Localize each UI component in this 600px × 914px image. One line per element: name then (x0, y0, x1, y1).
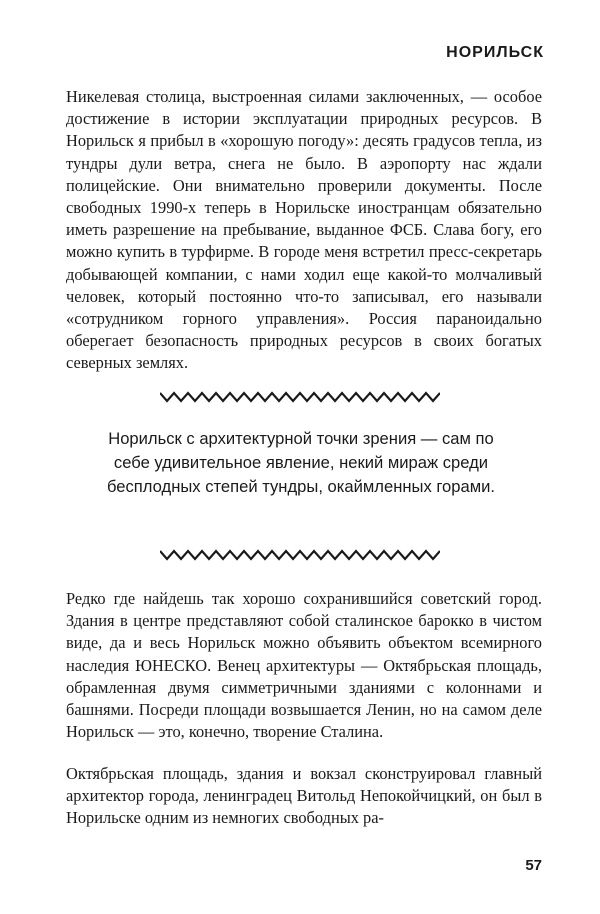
paragraph-2: Редко где найдешь так хорошо сохранившийся советский город. Здания в центре представляют собой сталинское барокко в чистом виде, да и весь Норильск можно объявить объектом всемирного наследия ЮНЕСКО. Венец архитектуры — Октябрьская площадь, обрамленная двумя симметричными зданиями с колоннами и башнями. Посреди площади возвышается Ленин, но на самом деле Норильск — это, конечно, творение Сталина. (66, 589, 542, 742)
paragraph-3: Октябрьская площадь, здания и вокзал сконструировал главный архитектор города, ленинградец Витольд Непокойчицкий, он был в Норильске одним из немногих свободных ра- (66, 764, 542, 828)
zigzag-divider-bottom (160, 547, 440, 563)
running-header: НОРИЛЬСК (446, 44, 544, 61)
paragraph-1: Никелевая столица, выстроенная силами заключенных, — особое достижение в истории эксплуатации природных ресурсов. В Норильск я прибыл в «хорошую погоду»: десять градусов тепла, из тундры дули ветра, снега не было. В аэропорту нас ждали полицейские. Они внимательно проверили документы. После свободных 1990-х теперь в Норильске иностранцам обязательно иметь разрешение на пребывание, выданное ФСБ. Слава богу, его можно купить в турфирме. В городе меня встретил пресс-секретарь добывающей компании, с нами ходил еще какой-то молчаливый человек, который постоянно что-то записывал, его называли «сотрудником горного управления». Россия параноидально оберегает безопасность природных ресурсов в своих богатых северных землях. (66, 87, 542, 373)
page-number: 57 (525, 857, 542, 874)
zigzag-divider-top (160, 389, 440, 405)
pull-quote: Норильск с архитектурной точки зрения — сам по себе удивительное явление, некий мираж среди бесплодных степей тундры, окаймленных горами. (106, 429, 496, 496)
